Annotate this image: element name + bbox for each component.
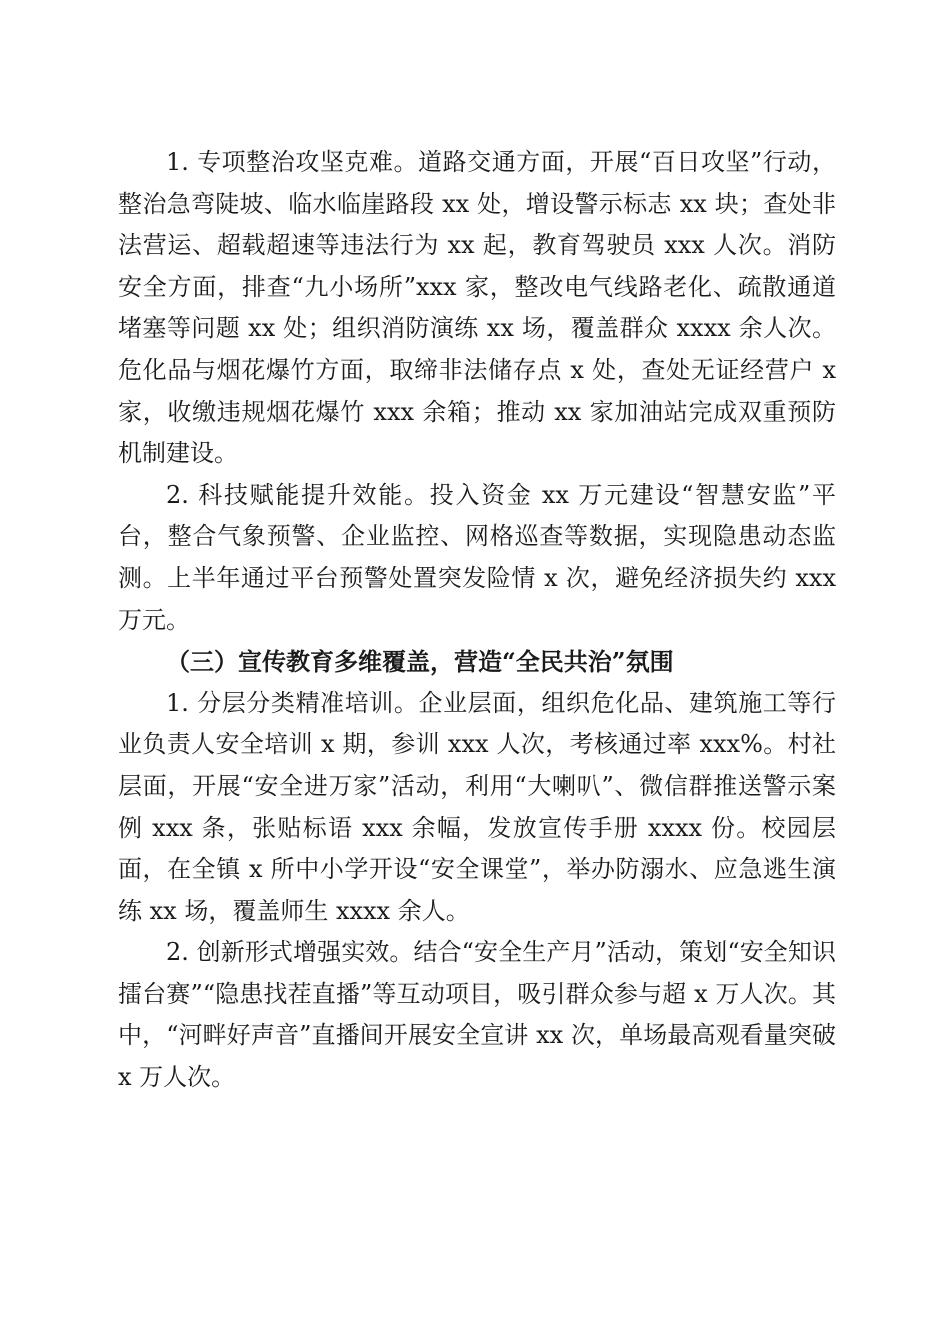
paragraph-tiered-training: 1. 分层分类精准培训。企业层面，组织危化品、建筑施工等行业负责人安全培训 x 期，参训 xxx 人次，考核通过率 xxx%。村社层面，开展“安全进万家”活动，利用“大喇叭”、微信群推送警示案例 xxx 条，张贴标语 xxx 余幅，发放宣传手册 xxxx 份。校园层面，在全镇 x 所中小学开设“安全课堂”，举办防溺水、应急逃生演练 xx 场，覆盖师生 xxxx 余人。: [118, 688, 836, 925]
paragraph-smart-supervision: 2. 科技赋能提升效能。投入资金 xx 万元建设“智慧安监”平台，整合气象预警、企业监控、网格巡查等数据，实现隐患动态监测。上半年通过平台预警处置突发险情 x 次，避免经济损失约 xxx 万元。: [118, 480, 836, 634]
section-heading-publicity-education: （三）宣传教育多维覆盖，营造“全民共治”氛围: [166, 647, 674, 677]
paragraph-traffic-fire-hazmat: 1. 专项整治攻坚克难。道路交通方面，开展“百日攻坚”行动，整治急弯陡坡、临水临崖路段 xx 处，增设警示标志 xx 块；查处非法营运、超载超速等违法行为 xx 起，教育驾驶员 xxx 人次。消防安全方面，排查“九小场所”xxx 家，整改电气线路老化、疏散通道堵塞等问题 xx 处；组织消防演练 xx 场，覆盖群众 xxxx 余人次。危化品与烟花爆竹方面，取缔非法储存点 x 处，查处无证经营户 x 家，收缴违规烟花爆竹 xxx 余箱；推动 xx 家加油站完成双重预防机制建设。: [118, 148, 836, 468]
document-body: [118, 142, 836, 1099]
paragraph-innovative-forms: 2. 创新形式增强实效。结合“安全生产月”活动，策划“安全知识擂台赛”“隐患找茬直播”等互动项目，吸引群众参与超 x 万人次。其中，“河畔好声音”直播间开展安全宣讲 xx 次，单场最高观看量突破 x 万人次。: [118, 938, 836, 1092]
